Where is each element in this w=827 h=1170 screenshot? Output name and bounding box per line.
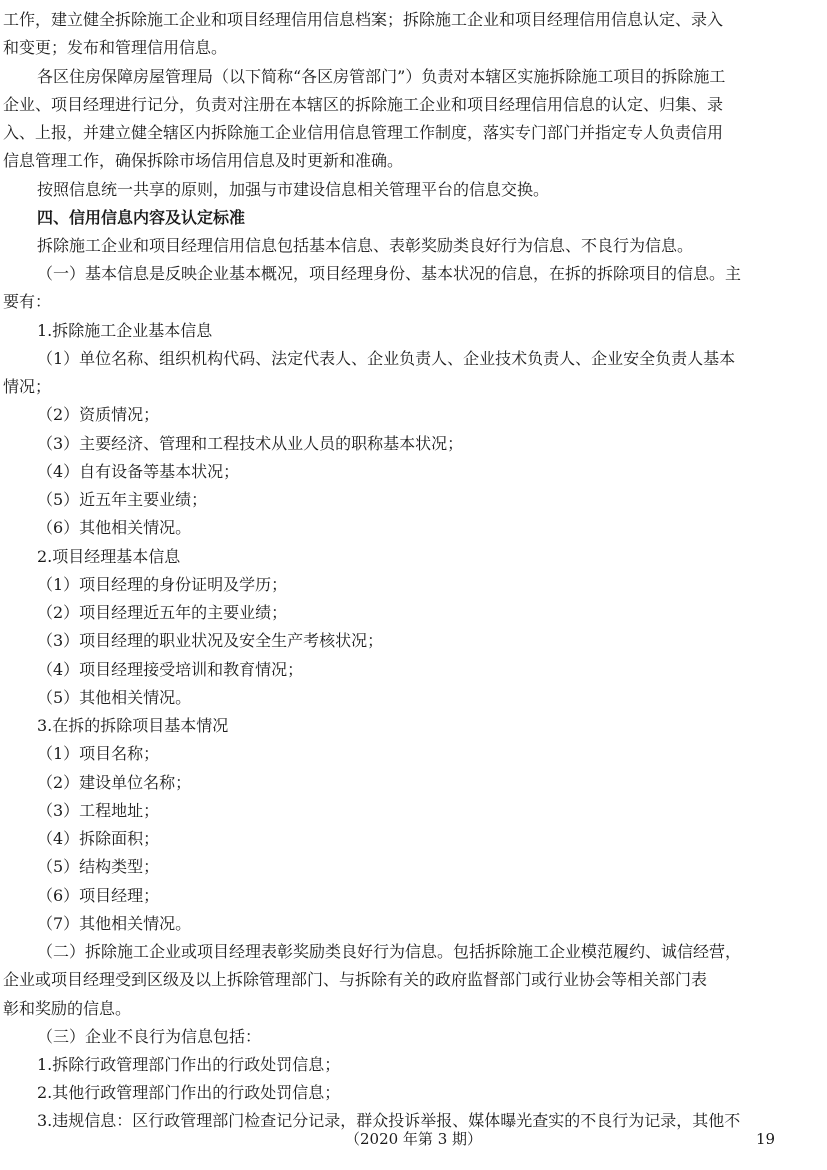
list-item: （4）拆除面积； — [37, 829, 160, 848]
paragraph-line: （二）拆除施工企业或项目经理表彰奖励类良好行为信息。包括拆除施工企业模范履约、诚信经营， — [37, 942, 742, 961]
list-item: 3.违规信息：区行政管理部门检查记分记录，群众投诉举报、媒体曝光查实的不良行为记录，其他不 — [37, 1111, 741, 1130]
list-item: （2）资质情况； — [37, 405, 160, 424]
list-heading: 1.拆除施工企业基本信息 — [37, 321, 213, 340]
list-item: （2）项目经理近五年的主要业绩； — [37, 603, 288, 622]
list-item: 情况； — [3, 377, 52, 396]
paragraph-line: 工作，建立健全拆除施工企业和项目经理信用信息档案；拆除施工企业和项目经理信用信息认定、录入 — [3, 10, 724, 29]
page-number: 19 — [756, 1130, 776, 1148]
list-item: （4）项目经理接受培训和教育情况； — [37, 660, 304, 679]
paragraph-line: 拆除施工企业和项目经理信用信息包括基本信息、表彰奖励类良好行为信息、不良行为信息。 — [37, 236, 694, 255]
list-item: （1）项目名称； — [37, 744, 160, 763]
paragraph-line: 企业、项目经理进行记分，负责对注册在本辖区的拆除施工企业和项目经理信用信息的认定、归集、录 — [3, 95, 724, 114]
list-item: （5）近五年主要业绩； — [37, 490, 208, 509]
paragraph-line: （三）企业不良行为信息包括： — [37, 1027, 262, 1046]
list-item: （6）其他相关情况。 — [37, 518, 192, 537]
paragraph-line: 要有： — [3, 292, 52, 311]
list-item: （3）项目经理的职业状况及安全生产考核状况； — [37, 631, 384, 650]
list-heading: 2.项目经理基本信息 — [37, 547, 181, 566]
list-item: （3）工程地址； — [37, 801, 160, 820]
section-heading: 四、信用信息内容及认定标准 — [37, 208, 246, 227]
paragraph-line: 和变更；发布和管理信用信息。 — [3, 38, 228, 57]
list-item: （5）结构类型； — [37, 857, 160, 876]
list-item: （7）其他相关情况。 — [37, 914, 192, 933]
list-item: （5）其他相关情况。 — [37, 688, 192, 707]
paragraph-line: 彰和奖励的信息。 — [3, 999, 132, 1018]
paragraph-line: 按照信息统一共享的原则，加强与市建设信息相关管理平台的信息交换。 — [37, 180, 550, 199]
paragraph-line: 入、上报，并建立健全辖区内拆除施工企业信用信息管理工作制度，落实专门部门并指定专人负责信用 — [3, 123, 724, 142]
list-item: （1）单位名称、组织机构代码、法定代表人、企业负责人、企业技术负责人、企业安全负责人基本 — [37, 349, 736, 368]
issue-footer: （2020 年第 3 期） — [344, 1130, 483, 1148]
list-item: （1）项目经理的身份证明及学历； — [37, 575, 288, 594]
paragraph-line: （一）基本信息是反映企业基本概况，项目经理身份、基本状况的信息，在拆的拆除项目的信息。主 — [37, 264, 742, 283]
list-item: 2.其他行政管理部门作出的行政处罚信息； — [37, 1083, 341, 1102]
list-item: （2）建设单位名称； — [37, 773, 192, 792]
list-item: （6）项目经理； — [37, 886, 160, 905]
list-heading: 3.在拆的拆除项目基本情况 — [37, 716, 229, 735]
paragraph-line: 企业或项目经理受到区级及以上拆除管理部门、与拆除有关的政府监督部门或行业协会等相关部门表 — [3, 970, 708, 989]
paragraph-line: 信息管理工作，确保拆除市场信用信息及时更新和准确。 — [3, 151, 404, 170]
paragraph-line: 各区住房保障房屋管理局（以下简称“各区房管部门”）负责对本辖区实施拆除施工项目的拆除施工 — [37, 67, 726, 86]
list-item: （3）主要经济、管理和工程技术从业人员的职称基本状况； — [37, 434, 464, 453]
list-item: 1.拆除行政管理部门作出的行政处罚信息； — [37, 1055, 341, 1074]
list-item: （4）自有设备等基本状况； — [37, 462, 240, 481]
